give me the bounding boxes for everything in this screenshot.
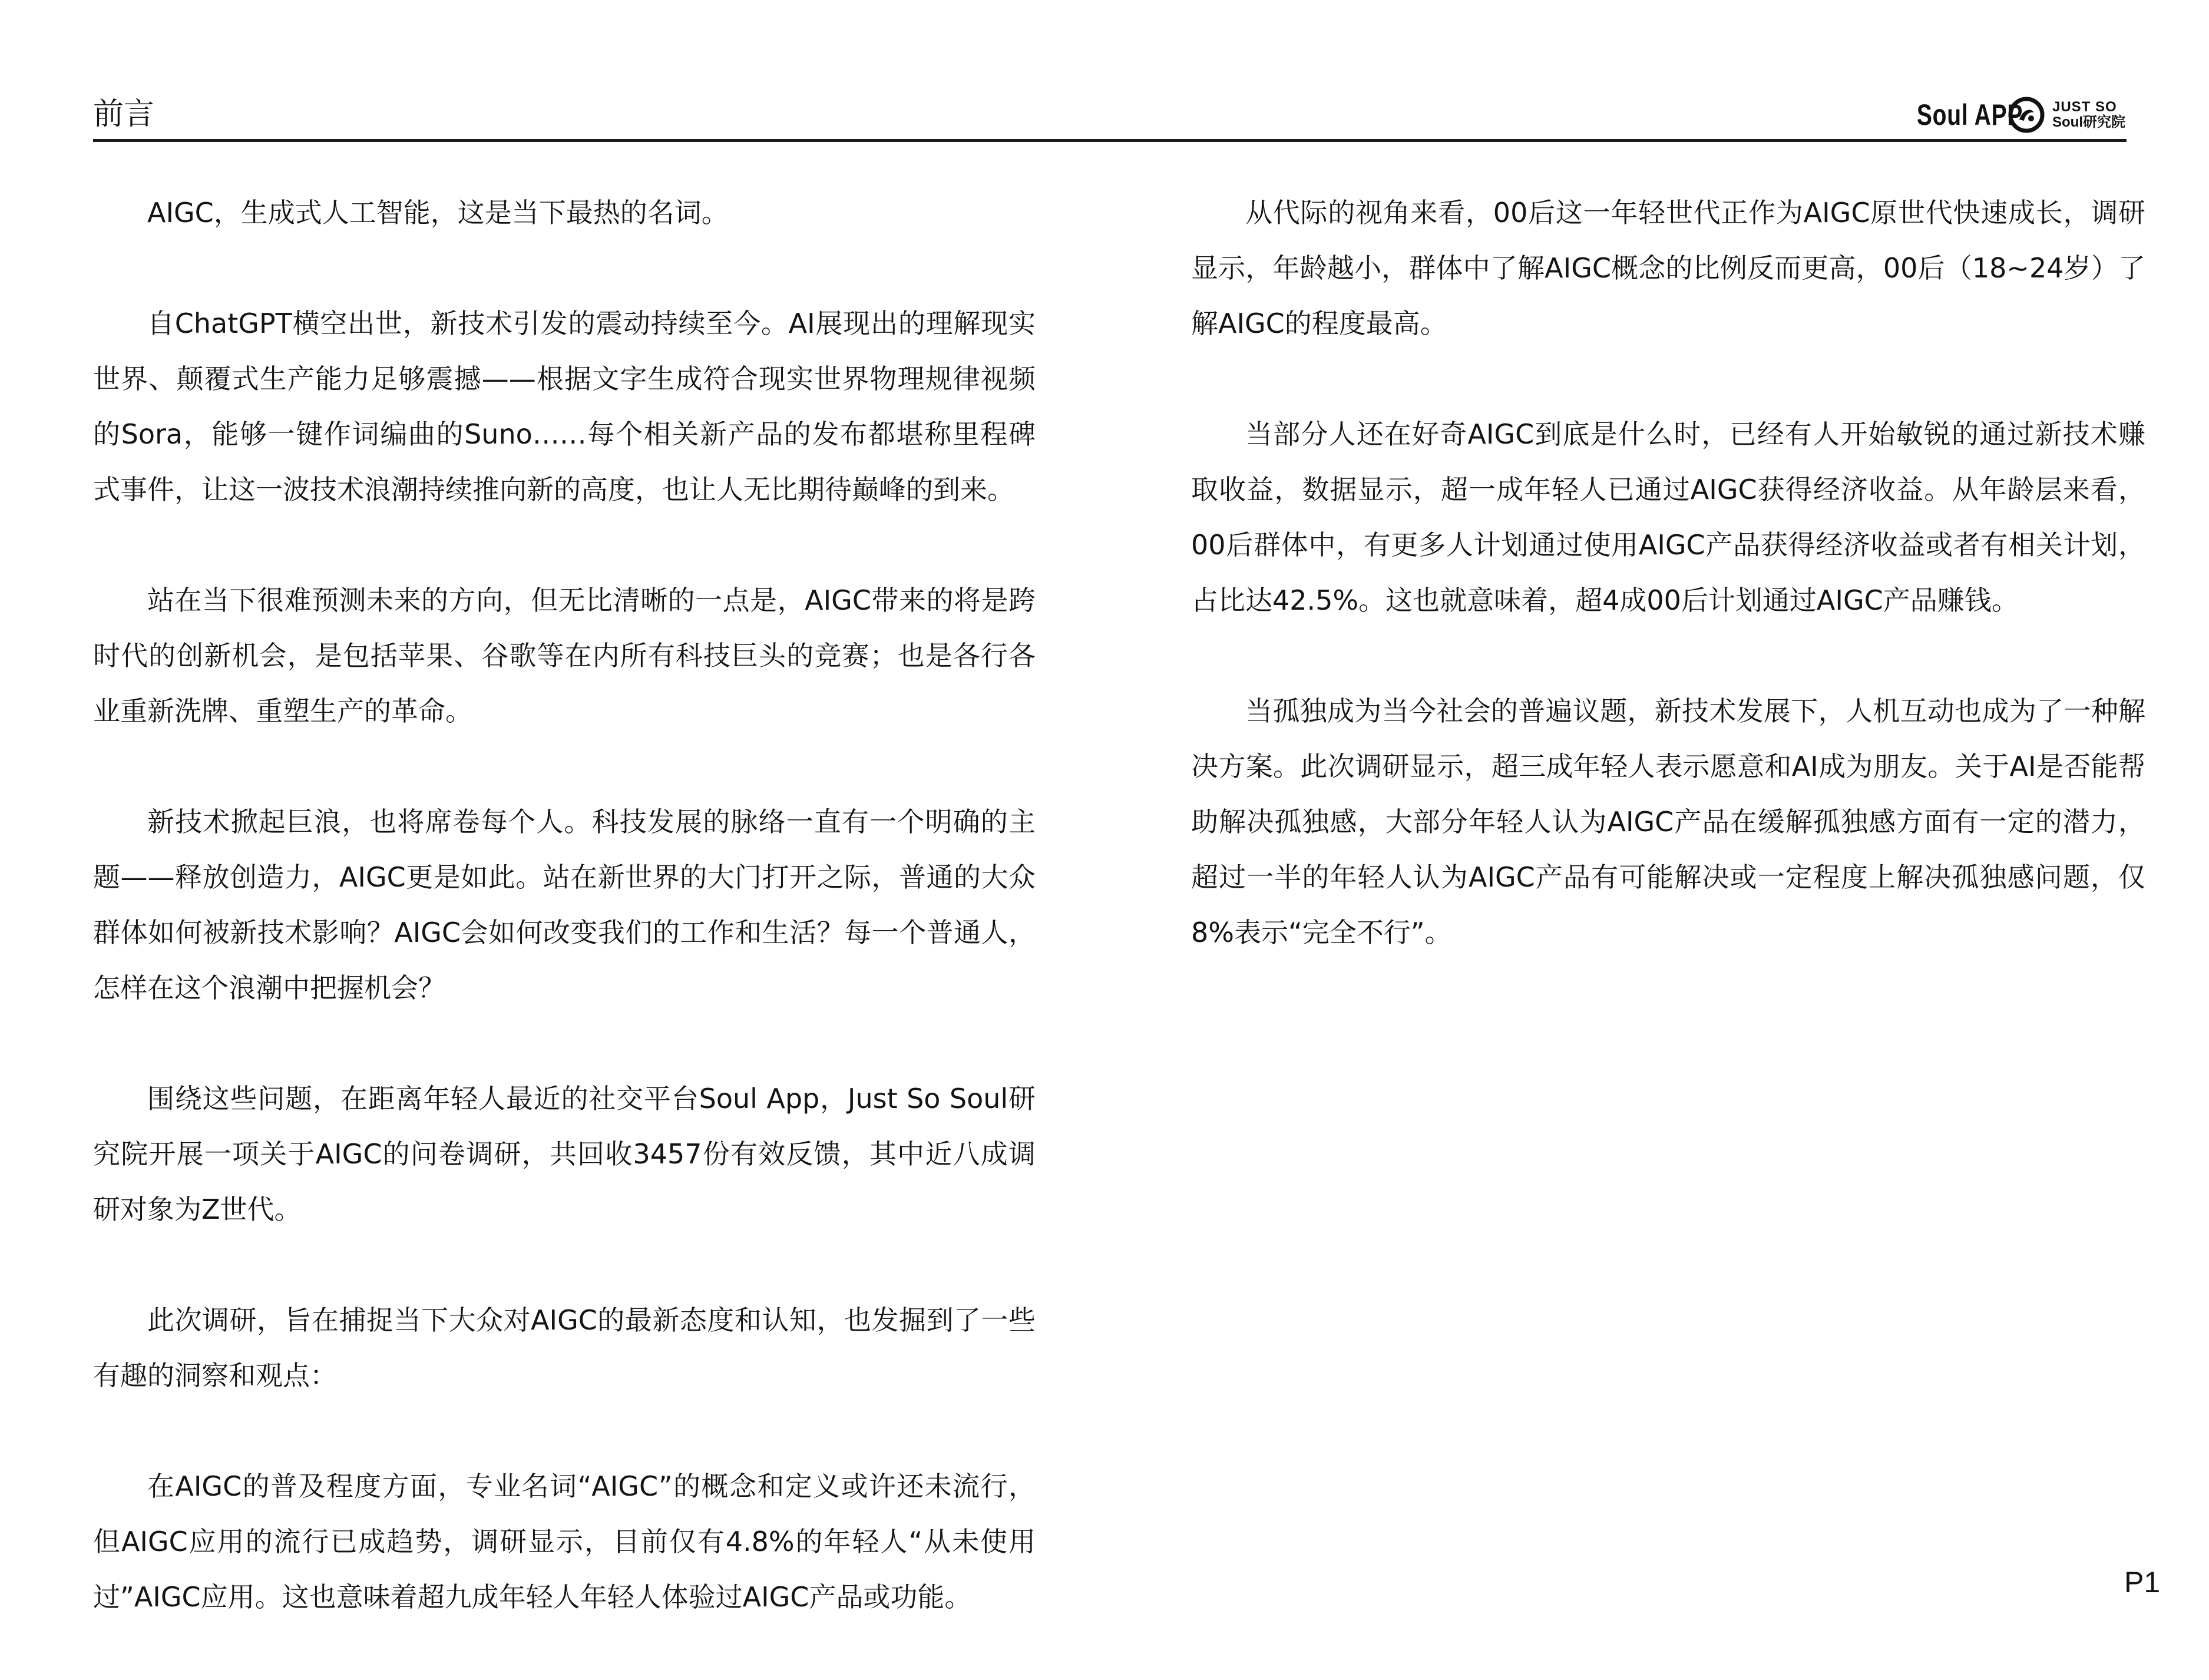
brand-sub-top: JUST SO <box>2052 99 2117 115</box>
brand-name: Soul APP <box>1916 98 2023 131</box>
paragraph: 当部分人还在好奇AIGC到底是什么时，已经有人开始敏锐的通过新技术赚取收益，数据显示，超一成年轻人已通过AIGC获得经济收益。从年龄层来看，00后群体中，有更多人计划通过使用AIGC产品获得经济收益或者有相关计划，占比达42.5%。这也就意味着，超4成00后计划通过AIGC产品赚钱。 <box>1191 418 2145 616</box>
brand-institute <box>2052 100 2125 130</box>
paragraph: 当孤独成为当今社会的普遍议题，新技术发展下，人机互动也成为了一种解决方案。此次调研显示，超三成年轻人表示愿意和AI成为朋友。关于AI是否能帮助解决孤独感，大部分年轻人认为AIGC产品在缓解孤独感方面有一定的潜力，超过一半的年轻人认为AIGC产品有可能解决或一定程度上解决孤独感问题，仅8%表示“完全不行”。 <box>1191 695 2145 948</box>
paragraph: 新技术掀起巨浪，也将席卷每个人。科技发展的脉络一直有一个明确的主题——释放创造力，AIGC更是如此。站在新世界的大门打开之际，普通的大众群体如何被新技术影响？AIGC会如何改变我们的工作和生活？每一个普通人，怎样在这个浪潮中把握机会？ <box>93 806 1036 1004</box>
paragraph: 从代际的视角来看，00后这一年轻世代正作为AIGC原世代快速成长，调研显示，年龄越小，群体中了解AIGC概念的比例反而更高，00后（18~24岁）了解AIGC的程度最高。 <box>1191 197 2145 339</box>
page-number: P1 <box>2124 1566 2161 1599</box>
paragraph: 在AIGC的普及程度方面，专业名词“AIGC”的概念和定义或许还未流行，但AIGC应用的流行已成趋势，调研显示，目前仅有4.8%的年轻人“从未使用过”AIGC应用。这也意味着超九成年轻人年轻人体验过AIGC产品或功能。 <box>93 1470 1036 1613</box>
brand-logo-group <box>1887 94 2125 135</box>
paragraph: 此次调研，旨在捕捉当下大众对AIGC的最新态度和认知，也发掘到了一些有趣的洞察和观点： <box>93 1304 1036 1391</box>
page-header <box>93 88 2125 141</box>
paragraph: 自ChatGPT横空出世，新技术引发的震动持续至今。AI展现出的理解现实世界、颠覆式生产能力足够震撼——根据文字生成符合现实世界物理规律视频的Sora，能够一键作词编曲的Suno……每个相关新产品的发布都堪称里程碑式事件，让这一波技术浪潮持续推向新的高度，也让人无比期待巅峰的到来。 <box>93 307 1036 505</box>
brand-sub-bottom: Soul研究院 <box>2052 114 2125 130</box>
paragraph: 围绕这些问题，在距离年轻人最近的社交平台Soul App，Just So Soul研究院开展一项关于AIGC的问卷调研，共回收3457份有效反馈，其中近八成调研对象为Z世代。 <box>93 1083 1036 1225</box>
page-title: 前言 <box>93 97 155 132</box>
right-column <box>1191 185 2145 1016</box>
header-divider <box>93 139 2127 142</box>
left-column <box>93 185 1036 1680</box>
paragraph: 站在当下很难预测未来的方向，但无比清晰的一点是，AIGC带来的将是跨时代的创新机会，是包括苹果、谷歌等在内所有科技巨头的竞赛；也是各行各业重新洗牌、重塑生产的革命。 <box>93 584 1036 727</box>
paragraph: AIGC，生成式人工智能，这是当下最热的名词。 <box>147 197 729 229</box>
